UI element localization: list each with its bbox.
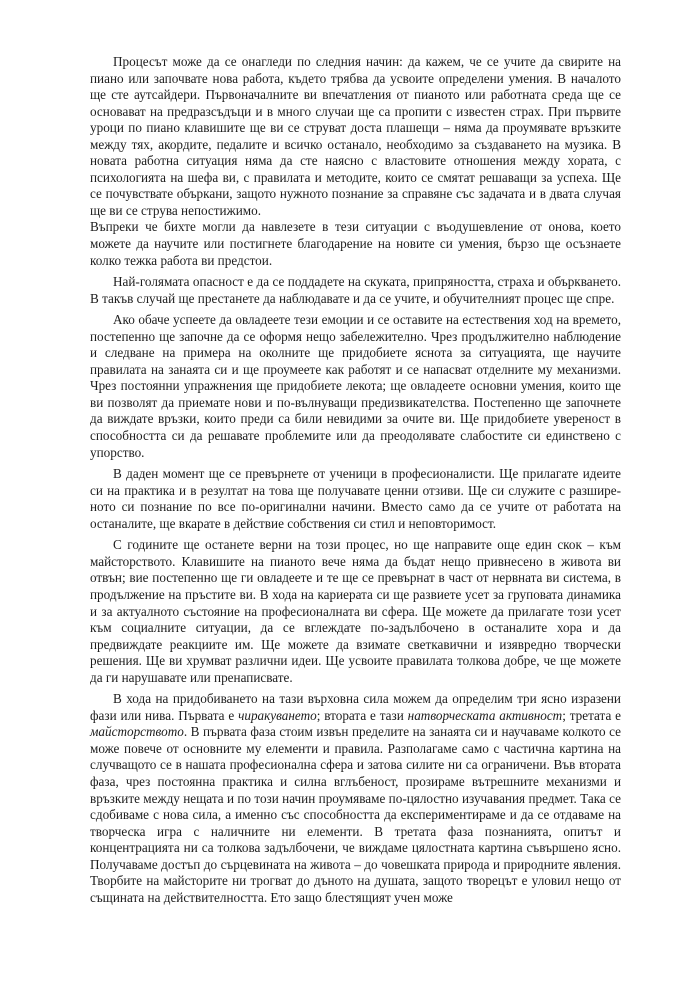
text-run: Най-голямата опасност е да се поддадете на скуката, припряността, страха и объркването. В такъв случай ще престанете да наблюдавате и да се учите, и обучителният процес ще спре. (90, 274, 621, 306)
document-page (90, 54, 621, 906)
paragraph-p2 (90, 219, 621, 269)
text-run: В даден момент ще се превърнете от ученици в професионалисти. Ще прилагате идеите си на практика и в резултат на това ще получавате ценни отзиви. Ще си служите с разшире-ното си познание по все по-оригинални начини. Вместо само да се учите от работата на останалите, ще вкарате в действие собствения си стил и неповторимост. (90, 466, 621, 531)
text-run: ; втората е тази (316, 707, 408, 723)
paragraph-p7 (90, 691, 621, 906)
paragraph-p5 (90, 466, 621, 532)
paragraph-p1 (90, 54, 621, 219)
italic-term: майсторството (90, 724, 184, 740)
paragraph-p3 (90, 274, 621, 307)
text-run: . В първата фаза стоим извън пределите на занаята си и научаваме колкото се може повече от основните му елементи и правила. Разполагаме само с частична картина на случващото се в нашата професионална сфера и затова силите ни са ограничени. Във втората фаза, чрез постоянна практика и силна вглъбеност, прозираме вътрешните механизми и връзките между нещата и по този начин проумяваме по-цялостно изучавания предмет. Така се сдобиваме с нова сила, а именно със способността да експериментираме и да се отдаваме на творческа игра с наличните ни елементи. В третата фаза познанията, опитът и концентрацията ни са толкова задълбочени, че виждаме цялостната картина съвършено ясно. Получаваме достъп до сърцевината на живота – до човешката природа и природните явления. Творбите на майсторите ни трогват до дъното на душата, защото творецът е уловил нещо от същината на действителността. Ето защо блестящият учен може (90, 724, 621, 905)
text-run: ; третата е (562, 707, 622, 723)
italic-term: натворческата активност (407, 707, 563, 723)
text-run: В хода на придобиването на тази върховна сила можем да определим три ясно изразени фази или нива. Първата е (90, 691, 621, 723)
italic-term: чиракуването (238, 707, 317, 723)
text-run: Ако обаче успеете да овладеете тези емоции и се оставите на естествения ход на времето, постепенно ще започне да се оформя нещо забележително. Чрез продължително наблюдение и следване на примера на околните ще придобиете яснота за ситуацията, ще научите правилата на занаята си и ще проумеете как работят и се напасват отделните му механизми. Чрез постоянни упражнения ще придобиете лекота; ще овладеете основни умения, които ще ви позволят да приемате нови и по-вълнуващи предизвикателства. Постепенно ще започнете да виждате връзки, които преди са били невидими за очите ви. Ще придобиете увереност в способността си да решавате проблемите или да преодолявате слабостите си единствено с упорство. (90, 312, 621, 460)
paragraph-p4 (90, 312, 621, 461)
paragraph-p6 (90, 537, 621, 686)
text-run: Процесът може да се онагледи по следния начин: да кажем, че се учите да свирите на пиано или започвате нова работа, където трябва да усвоите определени умения. В началото ще сте аутсайдери. Първоначалните ви впечатления от пианото или работната среда ще се основават на предразсъдъци и в много случаи ще са пропити с известен страх. При първите уроци по пиано клавишите ще ви се струват доста плашещи – няма да проумявате връзките между тях, акордите, педалите и всичко останало, необходимо за създаването на музика. В новата работна ситуация няма да сте наясно с властовите отношения между хората, с психологията на шефа ви, с правилата и методите, които се смятат решаващи за успеха. Ще се почувствате объркани, защото нужното познание за справяне със задачата и в двата случая ще ви се струва непостижимо. (90, 54, 621, 218)
text-run: С годините ще останете верни на този процес, но ще направите още един скок – към майсторството. Клавишите на пианото вече няма да бъдат нещо привнесено в живота ви отвън; вие постепенно ще ги овладеете и те ще се превърнат в част от нервната ви система, в продължение на пръстите ви. В хода на кариерата си ще развиете усет за груповата динамика и за актуалното състояние на професионалната ви сфера. Ще можете да прилагате този усет към социалните ситуации, да се вглеждате по-задълбочено в останалите хора и да предвиждате реакциите им. Ще можете да взимате светкавични и изявредно творчески решения. Ще ви хрумват различни идеи. Ще усвоите правилата толкова добре, че ще можете да ги нарушавате или пренаписвате. (90, 537, 621, 685)
text-run: Въпреки че бихте могли да навлезете в тези ситуации с въодушевление от онова, което можете да научите или постигнете благодарение на новите си умения, бързо ще осъзнаете колко тежка работа ви предстои. (90, 219, 621, 268)
